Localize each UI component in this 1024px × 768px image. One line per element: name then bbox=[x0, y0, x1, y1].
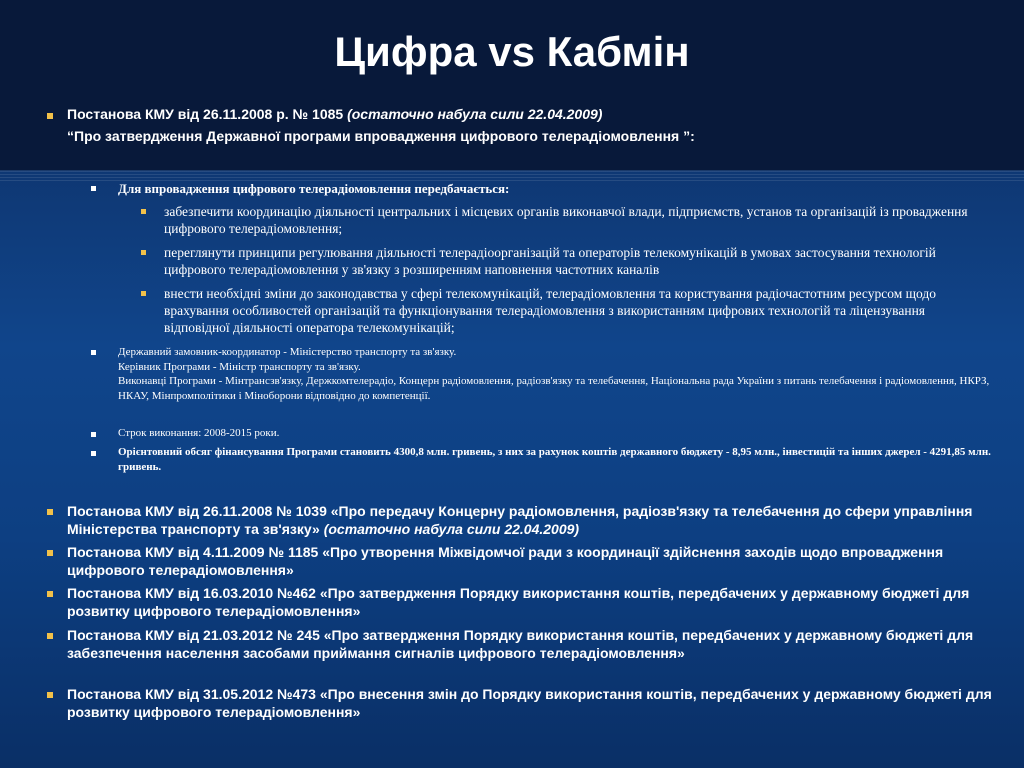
manager-line: Керівник Програми - Міністр транспорту та зв'язку. bbox=[118, 360, 361, 373]
measures-heading: Для впровадження цифрового телерадіомовлення передбачається: bbox=[118, 181, 510, 196]
financing-line: Орієнтовний обсяг фінансування Програми становить 4300,8 млн. гривень, з них за рахунок коштів державного бюджету - 8,95 млн., інвестицій та інших джерел - 4291,85 млн. гривень. bbox=[118, 446, 991, 473]
bullet-icon bbox=[91, 350, 96, 355]
decree-1039 bbox=[67, 502, 1017, 538]
decree-1085-line bbox=[67, 106, 602, 122]
bullet-icon bbox=[91, 451, 96, 456]
bullet-icon bbox=[141, 250, 146, 255]
decree-1085-text: Постанова КМУ від 26.11.2008 р. № 1085 bbox=[67, 106, 348, 122]
coordinator-line: Державний замовник-координатор - Міністерство транспорту та зв'язку. bbox=[118, 346, 457, 358]
bullet-icon bbox=[47, 550, 53, 556]
measure-item-3: внести необхідні зміни до законодавства у сфері телекомунікацій, телерадіомовлення та користування радіочастотним ресурсом щодо врахування особливостей організацій та функціонування телерадіомовлення з використанням цифрових технологій та ліцензування відповідної діяльності оператора телекомунікацій; bbox=[164, 286, 937, 335]
decree-1039-text: Постанова КМУ від 26.11.2008 № 1039 «Про передачу Концерну радіомовлення, радіозв'язку та телебачення до сфери управління Міністерства транспорту та зв'язку» bbox=[67, 503, 973, 537]
decree-1039-note: (остаточно набула сили 22.04.2009) bbox=[323, 521, 580, 537]
measure-item-2: переглянути принципи регулювання діяльності телерадіоорганізацій та операторів телекомунікацій в умовах застосування технологій цифрового телерадіомовлення у зв'язку з розширенням наповнення частотних каналів bbox=[164, 245, 936, 277]
bullet-icon bbox=[141, 291, 146, 296]
bullet-icon bbox=[47, 591, 53, 597]
slide-header bbox=[0, 0, 1024, 171]
header-divider bbox=[0, 171, 1024, 181]
decree-462: Постанова КМУ від 16.03.2010 №462 «Про затвердження Порядку використання коштів, передбачених у державному бюджеті для розвитку цифрового телерадіомовлення» bbox=[67, 585, 970, 619]
measure-item-1: забезпечити координацію діяльності центральних і місцевих органів виконавчої влади, підприємств, установ та організацій із провадження цифрового телерадіомовлення; bbox=[164, 204, 968, 236]
coordinator-block bbox=[118, 345, 998, 403]
decree-473: Постанова КМУ від 31.05.2012 №473 «Про внесення змін до Порядку використання коштів, передбачених у державному бюджеті для розвитку цифрового телерадіомовлення» bbox=[67, 686, 992, 720]
executors-line: Виконавці Програми - Мінтрансзв'язку, Держкомтелерадіо, Концерн радіомовлення, радіозв'язку та телебачення, Національна рада України з питань телебачення і радіомовлення, НКРЗ, НКАУ, Мінпромполітики і Міноборони відповідно до компетенції. bbox=[118, 375, 990, 402]
decree-1185: Постанова КМУ від 4.11.2009 № 1185 «Про утворення Міжвідомчої ради з координації здійснення заходів щодо впровадження цифрового телерадіомовлення» bbox=[67, 544, 944, 578]
bullet-icon bbox=[141, 209, 146, 214]
bullet-icon bbox=[47, 692, 53, 698]
decree-1085-subtitle: “Про затвердження Державної програми впровадження цифрового телерадіомовлення ”: bbox=[67, 128, 695, 144]
bullet-icon bbox=[47, 633, 53, 639]
bullet-icon bbox=[47, 113, 53, 119]
decree-1085-note: (остаточно набула сили 22.04.2009) bbox=[347, 106, 603, 122]
bullet-icon bbox=[91, 186, 96, 191]
slide-title: Цифра vs Кабмін bbox=[334, 28, 690, 75]
bullet-icon bbox=[91, 432, 96, 437]
term-line: Строк виконання: 2008-2015 роки. bbox=[118, 427, 280, 439]
bullet-icon bbox=[47, 509, 53, 515]
decree-245: Постанова КМУ від 21.03.2012 № 245 «Про затвердження Порядку використання коштів, передбачених у державному бюджеті для забезпечення населення засобами приймання сигналів цифрового телерадіомовлення» bbox=[67, 627, 974, 661]
